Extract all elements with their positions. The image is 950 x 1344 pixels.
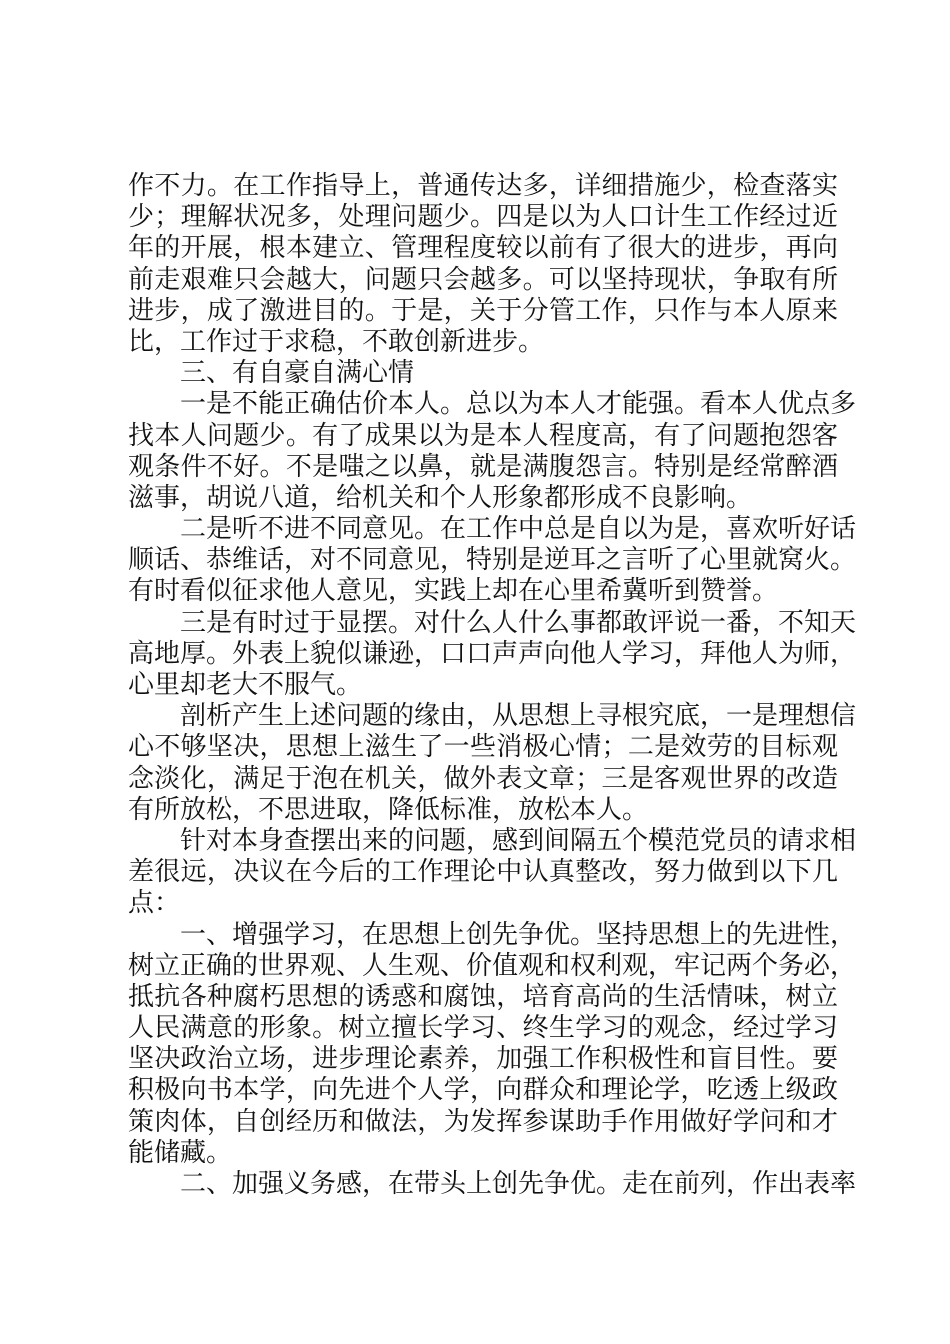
text-line: 二、加强义务感，在带头上创先争优。走在前列，作出表率 — [180, 1169, 857, 1199]
text-line: 有所放松，不思进取，降低标准，放松本人。 — [128, 794, 649, 825]
text-line: 观条件不好。不是嗤之以鼻，就是满腹怨言。特别是经常醉酒 — [128, 451, 838, 482]
document-body — [128, 171, 857, 1200]
text-line: 二是听不进不同意见。在工作中总是自以为是，喜欢听好话 — [180, 514, 857, 545]
text-line: 点： — [128, 888, 181, 919]
text-line: 抵抗各种腐朽思想的诱惑和腐蚀，培育高尚的生活情味，树立 — [128, 981, 838, 1012]
text-line: 年的开展，根本建立、管理程度较以前有了很大的进步，再向 — [128, 233, 838, 264]
text-line: 三是有时过于显摆。对什么人什么事都敢评说一番，不知天 — [180, 607, 857, 638]
text-line: 少；理解状况多，处理问题少。四是以为人口计生工作经过近 — [128, 202, 838, 233]
text-line: 一、增强学习，在思想上创先争优。坚持思想上的先进性， — [180, 919, 857, 950]
text-line: 树立正确的世界观、人生观、价值观和权利观，牢记两个务必， — [128, 950, 857, 981]
text-line: 找本人问题少。有了成果以为是本人程度高，有了问题抱怨客 — [128, 420, 838, 451]
text-line: 剖析产生上述问题的缘由，从思想上寻根究底，一是理想信 — [180, 701, 857, 732]
text-line: 进步，成了激进目的。于是，关于分管工作，只作与本人原来 — [128, 295, 838, 326]
text-line: 高地厚。外表上貌似谦逊，口口声声向他人学习，拜他人为师， — [128, 638, 857, 669]
text-line: 人民满意的形象。树立擅长学习、终生学习的观念，经过学习 — [128, 1013, 838, 1044]
text-line: 一是不能正确估价本人。总以为本人才能强。看本人优点多 — [180, 389, 857, 420]
text-line: 滋事，胡说八道，给机关和个人形象都形成不良影响。 — [128, 482, 753, 513]
text-line: 积极向书本学，向先进个人学，向群众和理论学，吃透上级政 — [128, 1075, 838, 1106]
text-line: 比，工作过于求稳，不敢创新进步。 — [128, 326, 545, 357]
text-line: 心不够坚决，思想上滋生了一些消极心情；二是效劳的目标观 — [128, 732, 838, 763]
text-line: 三、有自豪自满心情 — [180, 358, 415, 389]
text-line: 坚决政治立场，进步理论素养，加强工作积极性和盲目性。要 — [128, 1044, 838, 1075]
text-line: 差很远，决议在今后的工作理论中认真整改，努力做到以下几 — [128, 857, 838, 888]
text-line: 前走艰难只会越大，问题只会越多。可以坚持现状，争取有所 — [128, 264, 838, 295]
text-line: 念淡化，满足于泡在机关，做外表文章；三是客观世界的改造 — [128, 763, 838, 794]
text-line: 针对本身查摆出来的问题，感到间隔五个模范党员的请求相 — [180, 825, 857, 856]
text-line: 顺话、恭维话，对不同意见，特别是逆耳之言听了心里就窝火。 — [128, 545, 857, 576]
text-line: 作不力。在工作指导上，普通传达多，详细措施少，检查落实 — [128, 171, 838, 201]
text-line: 有时看似征求他人意见，实践上却在心里希冀听到赞誉。 — [128, 576, 779, 607]
text-line: 能储藏。 — [128, 1137, 233, 1168]
text-line: 策肉体，自创经历和做法，为发挥参谋助手作用做好学问和才 — [128, 1106, 838, 1137]
text-line: 心里却老大不服气。 — [128, 670, 363, 700]
